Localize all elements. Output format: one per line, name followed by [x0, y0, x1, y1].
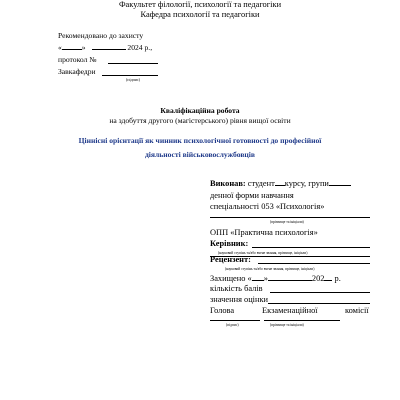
grade-blank	[268, 303, 370, 304]
points-blank	[270, 292, 370, 293]
commission-name-caption: (прізвище та ініціали)	[270, 323, 304, 327]
recommend-date	[58, 44, 152, 52]
quote-close: »	[81, 43, 86, 52]
recommend-year: 2024 р.,	[127, 43, 153, 52]
reviewer-caption: (науковий ступінь та/або вчене звання, прізвище, ініціали)	[225, 267, 315, 271]
defended-year: 202	[311, 274, 325, 283]
defended-line	[210, 275, 341, 283]
supervisor-blank	[252, 247, 370, 248]
recommend-label: Рекомендовано до захисту	[58, 31, 144, 40]
commission-exam: Екзаменаційної	[262, 306, 318, 315]
author-line	[210, 180, 351, 188]
author-name-caption: (прізвище та ініціали)	[270, 220, 304, 224]
defended-quote-close: »	[263, 274, 268, 283]
defended-month-blank	[268, 280, 312, 281]
defended-day-blank	[252, 280, 264, 281]
commission-name-blank	[264, 320, 340, 321]
topic-line-2: діяльності військовослужбовців	[144, 150, 256, 159]
reviewer-label: Рецензент:	[210, 255, 251, 264]
protocol-blank	[108, 63, 158, 64]
work-title: Кваліфікаційна робота	[160, 106, 240, 115]
faculty-name: Факультет філології, психології та педагогіки	[118, 0, 282, 9]
author-label: Виконав:	[210, 179, 246, 188]
signature-caption: (підпис)	[126, 77, 141, 82]
author-name-blank	[210, 217, 370, 218]
defended-label: Захищено «	[210, 274, 252, 283]
commission-head: Голова	[210, 306, 235, 315]
grade-label: значення оцінки	[210, 295, 269, 304]
reviewer-blank	[258, 263, 370, 264]
work-subtitle: на здобуття другого (магістерського) рівня вищої освіти	[109, 116, 291, 125]
department-name: Кафедра психології та педагогіки	[140, 10, 260, 19]
topic-line-1: Ціннісні орієнтації як чинник психологічної готовності до професійної	[78, 136, 322, 145]
student-word: студент	[247, 179, 275, 188]
commission-sign-caption: (підпис)	[226, 323, 239, 327]
course-group: курсу, групи	[284, 179, 329, 188]
quote-open: «	[58, 43, 62, 52]
points-label: кількість балів	[210, 284, 263, 293]
specialty: спеціальності 053 «Психологія»	[210, 202, 325, 211]
study-form: денної форми навчання	[210, 191, 294, 200]
supervisor-caption: (науковий ступінь та/або вчене звання, прізвище, ініціали)	[218, 251, 308, 255]
course-blank	[275, 185, 285, 186]
commission-word: комісії	[345, 306, 369, 315]
defended-year-suffix: р.	[334, 274, 341, 283]
supervisor-label: Керівник:	[210, 239, 249, 248]
defended-year-blank	[324, 280, 332, 281]
protocol-label: протокол №	[58, 55, 97, 64]
day-blank	[62, 49, 82, 50]
opp-program: ОПП «Практична психологія»	[210, 228, 318, 237]
head-signature-blank	[102, 75, 158, 76]
group-blank	[329, 185, 351, 186]
commission-sign-blank	[210, 320, 260, 321]
head-label: Завкафедри	[58, 67, 96, 76]
month-blank	[92, 49, 126, 50]
